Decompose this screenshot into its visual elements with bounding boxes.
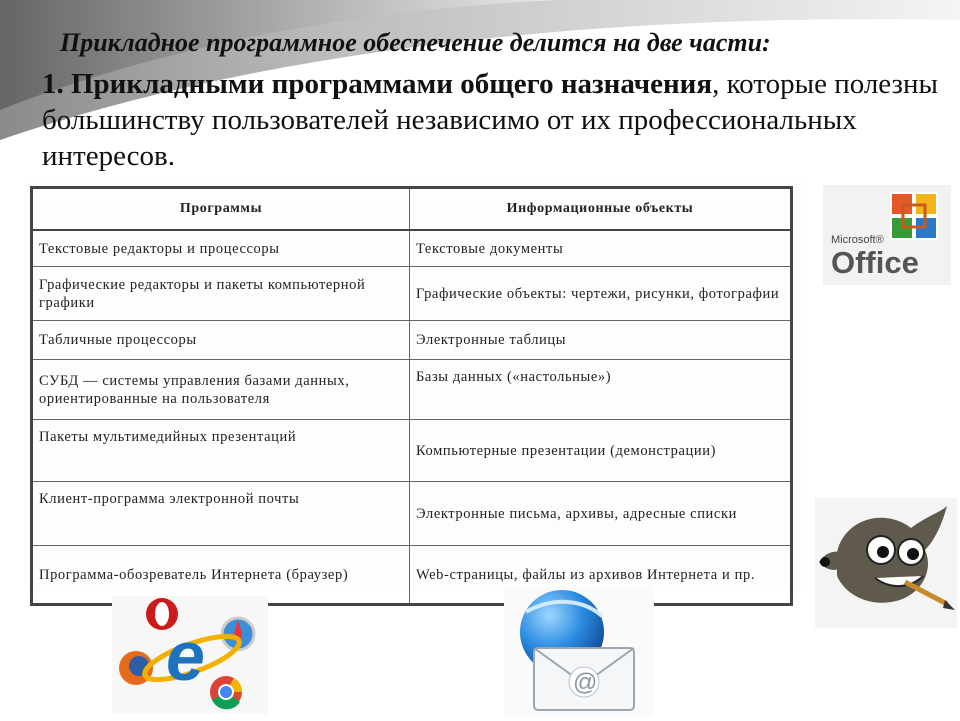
program-cell: СУБД — системы управления базами данных, ориентированные на пользователя: [32, 360, 410, 420]
ie-letter: e: [166, 617, 205, 695]
at-symbol: @: [573, 669, 598, 696]
program-cell: Программа-обозреватель Интернета (браузер): [32, 546, 410, 605]
program-cell: Графические редакторы и пакеты компьютерной графики: [32, 267, 410, 321]
info-object-cell: Компьютерные презентации (демонстрации): [410, 420, 792, 482]
paragraph-bold-lead: 1. Прикладными программами общего назначения: [42, 68, 713, 100]
email-globe-icon: [504, 586, 654, 716]
table-row: [32, 267, 792, 321]
paragraph-rest: , которые полезны большинству пользователей независимо от их профессиональных интересов.: [42, 68, 938, 172]
gimp-mascot-logo: [815, 498, 957, 628]
program-cell: Текстовые редакторы и процессоры: [32, 230, 410, 267]
intro-paragraph: [42, 66, 942, 174]
table-row: [32, 321, 792, 360]
table-row: [32, 482, 792, 546]
column-header-info-objects: Информационные объекты: [410, 188, 792, 231]
info-object-cell: Электронные письма, архивы, адресные списки: [410, 482, 792, 546]
software-table: [30, 186, 793, 606]
microsoft-office-logo: [823, 185, 951, 285]
table-row: [32, 420, 792, 482]
browser-logos: [112, 596, 268, 714]
table-row: [32, 360, 792, 420]
slide-heading: Прикладное программное обеспечение делится на две части:: [60, 28, 771, 57]
column-header-programs: Программы: [32, 188, 410, 231]
info-object-cell: Электронные таблицы: [410, 321, 792, 360]
office-word: Office: [831, 245, 919, 280]
table-row: [32, 230, 792, 267]
software-table-panel: [24, 177, 808, 591]
info-object-cell: Текстовые документы: [410, 230, 792, 267]
program-cell: Табличные процессоры: [32, 321, 410, 360]
office-small-text: Microsoft®: [831, 234, 884, 246]
info-object-cell: Графические объекты: чертежи, рисунки, фотографии: [410, 267, 792, 321]
program-cell: Пакеты мультимедийных презентаций: [32, 420, 410, 482]
program-cell: Клиент-программа электронной почты: [32, 482, 410, 546]
info-object-cell: Базы данных («настольные»): [410, 360, 792, 420]
info-object-cell: Web-страницы, файлы из архивов Интернета и пр.: [410, 546, 792, 605]
